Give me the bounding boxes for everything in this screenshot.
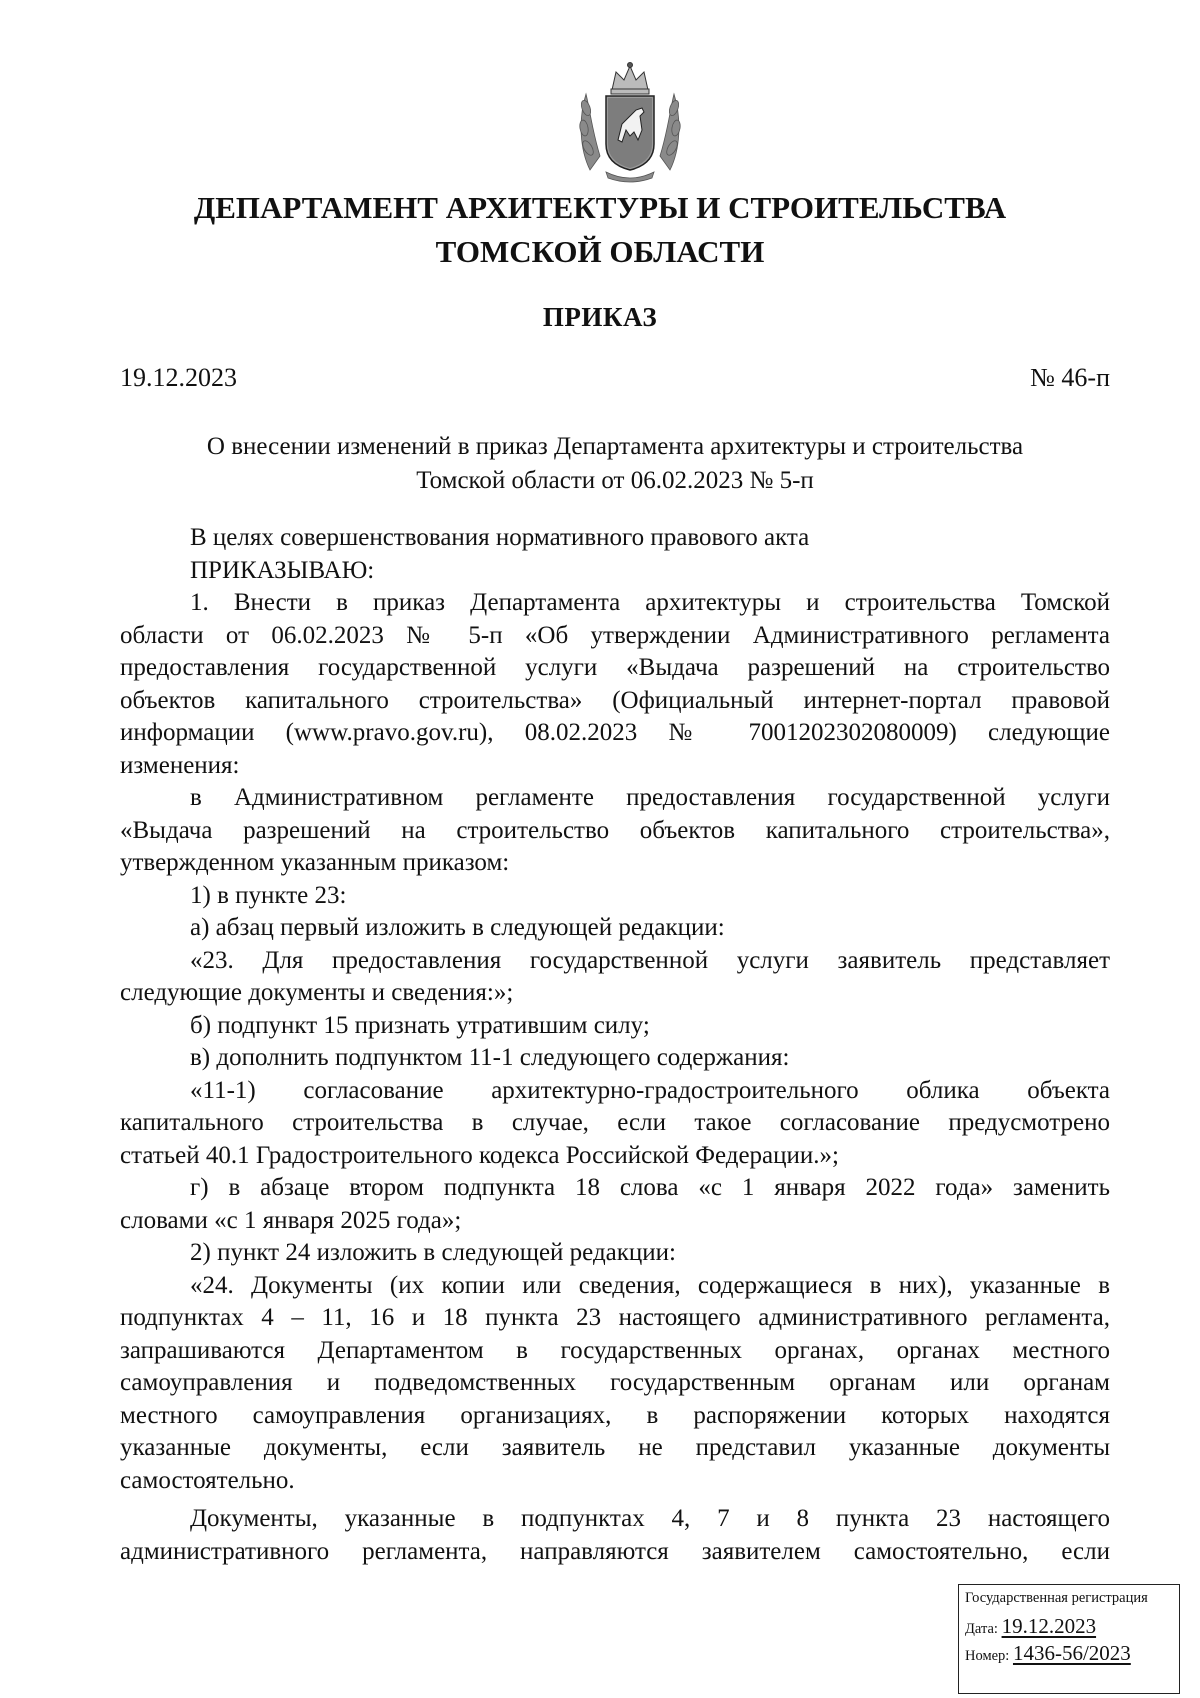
body-line: капитального строительства в случае, если такое согласование предусмотрено — [120, 1109, 1110, 1136]
registration-date-label: Дата: — [965, 1621, 998, 1637]
body-line: 1) в пункте 23: — [190, 881, 347, 909]
order-date: 19.12.2023 — [120, 363, 237, 392]
body-line: «11-1) согласование архитектурно-градостроительного облика объекта — [190, 1076, 1110, 1104]
body-line: в) дополнить подпунктом 11-1 следующего содержания: — [190, 1044, 790, 1071]
registration-number-row — [965, 1643, 1173, 1666]
body-line: ПРИКАЗЫВАЮ: — [190, 556, 375, 584]
body-line: г) в абзаце втором подпункта 18 слова «с 1 января 2022 года» заменить — [190, 1174, 1110, 1201]
body-line: административного регламента, направляются заявителем самостоятельно, если — [120, 1537, 1110, 1565]
body-line: указанные документы, если заявитель не представил указанные документы — [120, 1434, 1110, 1461]
body-line: 2) пункт 24 изложить в следующей редакции: — [190, 1239, 676, 1266]
body-line: Документы, указанные в подпунктах 4, 7 и 8 пункта 23 настоящего — [190, 1505, 1110, 1532]
organization-title-line2: ТОМСКОЙ ОБЛАСТИ — [435, 234, 765, 269]
body-line: «Выдача разрешений на строительство объектов капитального строительства», — [120, 816, 1110, 844]
registration-stamp-title: Государственная регистрация — [965, 1590, 1148, 1606]
body-line: словами «с 1 января 2025 года»; — [120, 1206, 462, 1234]
document-type-heading: ПРИКАЗ — [542, 302, 658, 332]
body-line: в Административном регламенте предоставления государственной услуги — [190, 784, 1110, 811]
organization-title-line1: ДЕПАРТАМЕНТ АРХИТЕКТУРЫ И СТРОИТЕЛЬСТВА — [193, 190, 1007, 225]
body-line: а) абзац первый изложить в следующей редакции: — [190, 914, 725, 941]
order-subject-line2: Томской области от 06.02.2023 № 5-п — [416, 467, 814, 494]
body-line: самостоятельно. — [120, 1466, 295, 1494]
body-line: В целях совершенствования нормативного правового акта — [190, 524, 810, 551]
body-line: 1. Внести в приказ Департамента архитектуры и строительства Томской — [190, 589, 1110, 616]
registration-date-value: 19.12.2023 — [1001, 1614, 1097, 1638]
body-line: изменения: — [120, 751, 240, 779]
order-number: № 46-п — [1030, 363, 1110, 392]
body-line: объектов капитального строительства» (Официальный интернет-портал правовой — [120, 686, 1110, 714]
body-line: информации (www.pravo.gov.ru), 08.02.2023 № 7001202302080009) следующие — [120, 719, 1110, 746]
registration-number-label: Номер: — [965, 1648, 1010, 1664]
registration-date-row — [965, 1616, 1173, 1639]
registration-stamp — [958, 1584, 1180, 1694]
body-line: области от 06.02.2023 № 5-п «Об утверждении Административного регламента — [120, 621, 1110, 649]
body-line: утвержденном указанным приказом: — [120, 849, 510, 876]
body-line: «23. Для предоставления государственной услуги заявитель представляет — [190, 946, 1110, 974]
order-body — [120, 522, 1110, 1568]
body-line: «24. Документы (их копии или сведения, содержащиеся в них), указанные в — [190, 1271, 1110, 1299]
body-line: предоставления государственной услуги «Выдача разрешений на строительство — [120, 654, 1110, 681]
body-line: самоуправления и подведомственных государственным органам или органам — [120, 1369, 1110, 1396]
coat-of-arms-emblem — [576, 60, 684, 186]
order-subject-line1: О внесении изменений в приказ Департамента архитектуры и строительства — [206, 433, 1024, 460]
registration-number-value: 1436-56/2023 — [1012, 1641, 1131, 1665]
body-line: запрашиваются Департаментом в государственных органах, органах местного — [120, 1336, 1110, 1364]
body-line: б) подпункт 15 признать утратившим силу; — [190, 1011, 650, 1039]
body-line: подпунктах 4 – 11, 16 и 18 пункта 23 настоящего административного регламента, — [120, 1304, 1110, 1331]
body-line: статьей 40.1 Градостроительного кодекса Российской Федерации.»; — [120, 1141, 839, 1169]
body-line: следующие документы и сведения:»; — [120, 979, 514, 1006]
body-line: местного самоуправления организациях, в распоряжении которых находятся — [120, 1401, 1110, 1429]
